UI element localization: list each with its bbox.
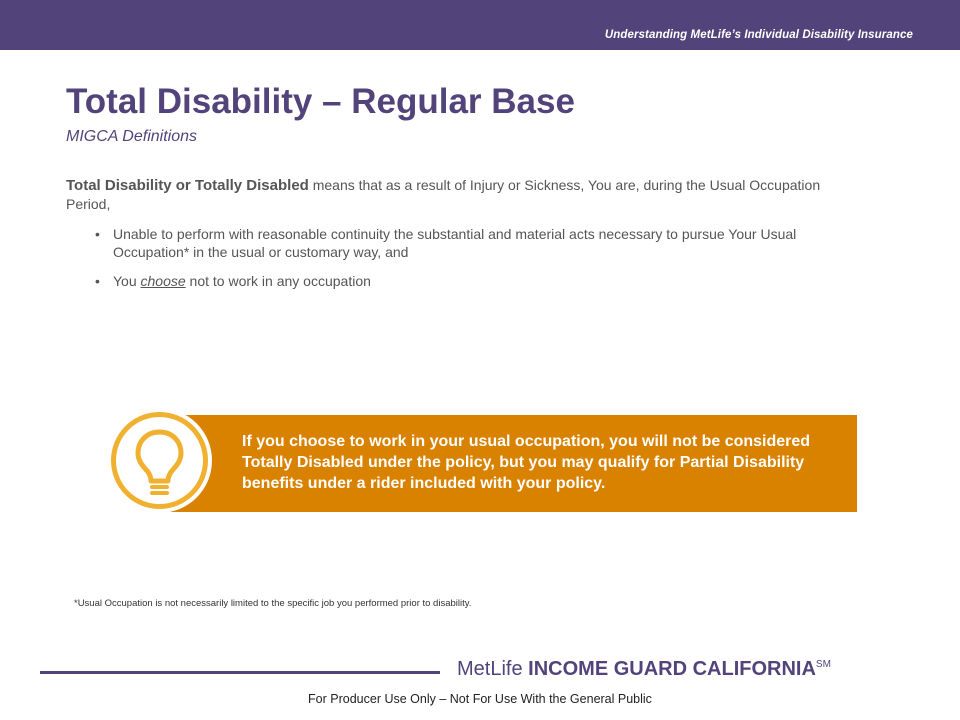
footnote: *Usual Occupation is not necessarily limited to the specific job you performed prior to disability. (74, 598, 472, 609)
lightbulb-icon (107, 408, 212, 513)
bullet-dot: • (95, 273, 100, 289)
service-mark: SM (815, 659, 831, 670)
brand-product: INCOME GUARD CALIFORNIA (528, 658, 816, 680)
definition-paragraph (66, 176, 836, 214)
definition-bullet-list (95, 225, 835, 301)
bullet-item (95, 225, 835, 261)
callout-box (170, 415, 857, 512)
lightbulb-badge (107, 408, 212, 513)
brand-prefix: MetLife (457, 658, 529, 680)
definition-term: Total Disability or Totally Disabled (66, 177, 309, 194)
bullet-text-start: You (113, 273, 141, 289)
footer-divider (40, 671, 440, 674)
bullet-item (95, 272, 835, 290)
bullet-text: Unable to perform with reasonable continuity the substantial and material acts necessary to pursue Your Usual Occupation* in the usual or customary way, and (113, 226, 797, 260)
slide-title: Total Disability – Regular Base (66, 82, 575, 121)
header-banner-text: Understanding MetLife’s Individual Disability Insurance (604, 29, 913, 41)
slide-subtitle: MIGCA Definitions (66, 128, 197, 145)
bullet-text-end: not to work in any occupation (185, 273, 371, 289)
bullet-underlined-word: choose (140, 273, 186, 289)
header-banner (0, 0, 960, 50)
bullet-dot: • (95, 226, 100, 242)
footer-brand (457, 658, 831, 681)
footer-disclaimer: For Producer Use Only – Not For Use With the General Public (308, 692, 652, 706)
callout-text: If you choose to work in your usual occupation, you will not be considered Totally Disabled under the policy, but you may qualify for Partial Disability benefits under a rider included with your policy. (242, 433, 811, 492)
definition-text: means that as a result of Injury or Sickness, You are, during the Usual Occupation Period, (66, 177, 821, 212)
